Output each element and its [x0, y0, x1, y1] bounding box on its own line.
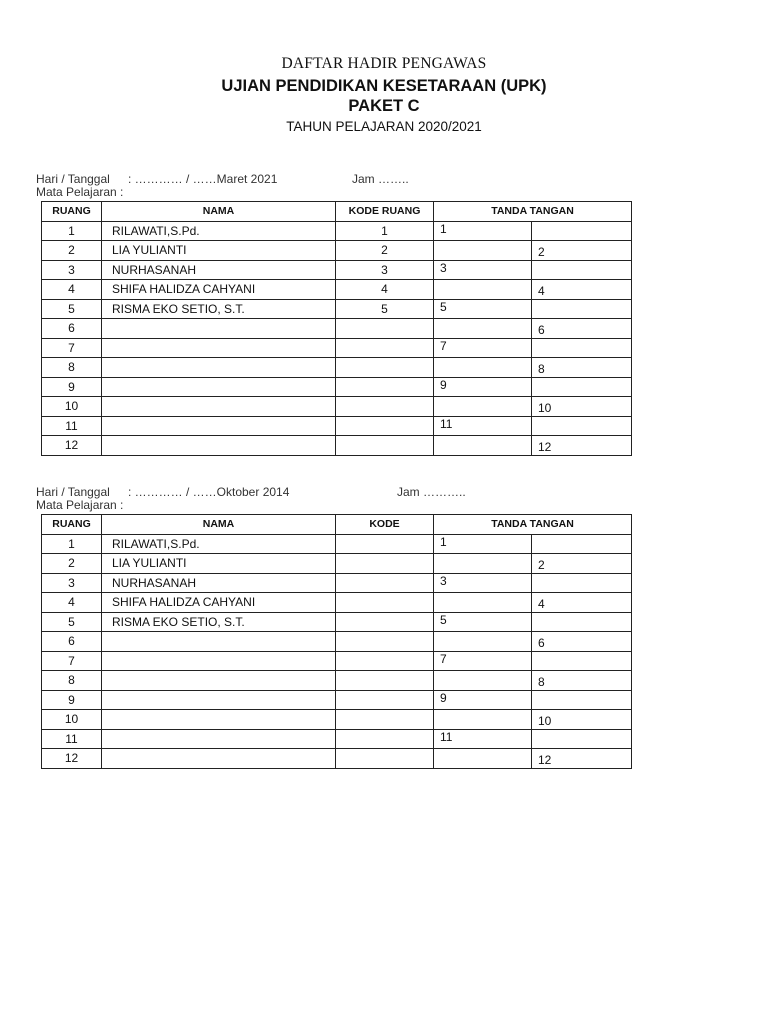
header-nama: NAMA: [102, 515, 336, 535]
subject-label-2: Mata Pelajaran :: [36, 498, 124, 512]
cell-nama: SHIFA HALIDZA CAHYANI: [102, 280, 336, 300]
cell-ruang: 11: [42, 729, 102, 749]
cell-nama: [102, 710, 336, 730]
cell-ruang: 10: [42, 397, 102, 417]
cell-nama: [102, 690, 336, 710]
cell-ruang: 1: [42, 221, 102, 241]
table-row: [42, 671, 632, 691]
date-value-1: : ………… / ……Maret 2021: [128, 172, 278, 186]
cell-ruang: 5: [42, 612, 102, 632]
cell-signature-left: [434, 749, 532, 769]
cell-signature-left: [434, 397, 532, 417]
cell-nama: [102, 319, 336, 339]
package-title: PAKET C: [348, 97, 420, 115]
table-row: [42, 612, 632, 632]
cell-kode: [336, 358, 434, 378]
table-row: [42, 241, 632, 261]
cell-kode: 4: [336, 280, 434, 300]
cell-ruang: 6: [42, 319, 102, 339]
cell-nama: [102, 729, 336, 749]
cell-signature-left: [434, 554, 532, 574]
table-row: [42, 554, 632, 574]
cell-kode: [336, 436, 434, 456]
subject-label-1: Mata Pelajaran :: [36, 185, 124, 199]
cell-ruang: 2: [42, 241, 102, 261]
cell-nama: [102, 632, 336, 652]
cell-signature-left: 3: [434, 573, 532, 593]
cell-signature-right: [532, 573, 632, 593]
attendance-table-1: [41, 201, 632, 456]
table-row: [42, 632, 632, 652]
cell-signature-right: 4: [532, 593, 632, 613]
cell-signature-left: 9: [434, 690, 532, 710]
cell-ruang: 9: [42, 690, 102, 710]
cell-ruang: 11: [42, 416, 102, 436]
cell-kode: 5: [336, 299, 434, 319]
cell-signature-right: 8: [532, 671, 632, 691]
cell-signature-right: 10: [532, 397, 632, 417]
cell-kode: [336, 319, 434, 339]
table-row: [42, 534, 632, 554]
date-value-2: : ………… / ……Oktober 2014: [128, 485, 290, 499]
cell-signature-left: 3: [434, 260, 532, 280]
table-row: [42, 416, 632, 436]
table-row: [42, 729, 632, 749]
cell-ruang: 9: [42, 377, 102, 397]
cell-ruang: 12: [42, 749, 102, 769]
cell-nama: RILAWATI,S.Pd.: [102, 534, 336, 554]
header-kode: KODE RUANG: [336, 202, 434, 222]
cell-signature-right: 8: [532, 358, 632, 378]
table-row: [42, 710, 632, 730]
cell-signature-left: 7: [434, 338, 532, 358]
table-row: [42, 221, 632, 241]
cell-signature-right: 2: [532, 241, 632, 261]
cell-nama: [102, 671, 336, 691]
cell-ruang: 10: [42, 710, 102, 730]
cell-signature-left: [434, 710, 532, 730]
cell-nama: [102, 436, 336, 456]
cell-signature-left: [434, 593, 532, 613]
cell-signature-left: [434, 280, 532, 300]
table-row: [42, 319, 632, 339]
table-row: [42, 690, 632, 710]
cell-signature-left: 1: [434, 534, 532, 554]
cell-nama: LIA YULIANTI: [102, 241, 336, 261]
header-tanda-tangan: TANDA TANGAN: [434, 515, 632, 535]
time-label-2: Jam ………..: [397, 485, 466, 499]
cell-kode: [336, 397, 434, 417]
header-ruang: RUANG: [42, 515, 102, 535]
cell-signature-right: 4: [532, 280, 632, 300]
cell-ruang: 5: [42, 299, 102, 319]
header-kode: KODE: [336, 515, 434, 535]
cell-kode: [336, 651, 434, 671]
table-row: [42, 749, 632, 769]
cell-nama: RISMA EKO SETIO, S.T.: [102, 299, 336, 319]
table-row: [42, 260, 632, 280]
cell-signature-left: [434, 358, 532, 378]
cell-kode: 2: [336, 241, 434, 261]
cell-ruang: 12: [42, 436, 102, 456]
cell-signature-left: 5: [434, 612, 532, 632]
cell-nama: [102, 651, 336, 671]
cell-signature-right: 6: [532, 319, 632, 339]
header-ruang: RUANG: [42, 202, 102, 222]
cell-ruang: 2: [42, 554, 102, 574]
cell-signature-left: 11: [434, 416, 532, 436]
cell-nama: RISMA EKO SETIO, S.T.: [102, 612, 336, 632]
cell-kode: [336, 338, 434, 358]
cell-ruang: 8: [42, 358, 102, 378]
cell-kode: [336, 554, 434, 574]
document-title: DAFTAR HADIR PENGAWAS: [281, 55, 487, 72]
cell-ruang: 7: [42, 338, 102, 358]
cell-kode: [336, 377, 434, 397]
cell-kode: 1: [336, 221, 434, 241]
cell-kode: [336, 534, 434, 554]
cell-signature-left: [434, 671, 532, 691]
cell-nama: [102, 749, 336, 769]
table-row: [42, 358, 632, 378]
cell-signature-left: [434, 241, 532, 261]
cell-signature-left: [434, 632, 532, 652]
table-row: [42, 573, 632, 593]
cell-kode: [336, 632, 434, 652]
cell-kode: [336, 593, 434, 613]
table-row: [42, 593, 632, 613]
cell-signature-left: 7: [434, 651, 532, 671]
table-row: [42, 338, 632, 358]
cell-signature-left: 11: [434, 729, 532, 749]
cell-kode: [336, 416, 434, 436]
table-row: [42, 397, 632, 417]
cell-ruang: 8: [42, 671, 102, 691]
cell-signature-right: 6: [532, 632, 632, 652]
cell-kode: [336, 729, 434, 749]
cell-nama: [102, 377, 336, 397]
cell-signature-right: [532, 377, 632, 397]
cell-signature-right: 12: [532, 436, 632, 456]
table-row: [42, 280, 632, 300]
cell-ruang: 4: [42, 280, 102, 300]
attendance-table-2: [41, 514, 632, 769]
cell-ruang: 1: [42, 534, 102, 554]
cell-signature-left: 9: [434, 377, 532, 397]
table-row: [42, 651, 632, 671]
cell-nama: RILAWATI,S.Pd.: [102, 221, 336, 241]
cell-kode: 3: [336, 260, 434, 280]
cell-nama: LIA YULIANTI: [102, 554, 336, 574]
header-nama: NAMA: [102, 202, 336, 222]
cell-signature-left: 5: [434, 299, 532, 319]
cell-ruang: 3: [42, 260, 102, 280]
cell-kode: [336, 612, 434, 632]
cell-signature-left: [434, 436, 532, 456]
time-label-1: Jam ……..: [352, 172, 409, 186]
cell-nama: [102, 338, 336, 358]
cell-signature-left: [434, 319, 532, 339]
cell-nama: [102, 397, 336, 417]
date-label-2: Hari / Tanggal: [36, 485, 110, 499]
cell-nama: NURHASANAH: [102, 573, 336, 593]
cell-signature-right: [532, 338, 632, 358]
academic-year: TAHUN PELAJARAN 2020/2021: [286, 119, 482, 134]
cell-signature-right: [532, 221, 632, 241]
cell-signature-left: 1: [434, 221, 532, 241]
cell-ruang: 3: [42, 573, 102, 593]
cell-ruang: 7: [42, 651, 102, 671]
header-tanda-tangan: TANDA TANGAN: [434, 202, 632, 222]
cell-kode: [336, 690, 434, 710]
cell-signature-right: [532, 299, 632, 319]
cell-nama: NURHASANAH: [102, 260, 336, 280]
cell-signature-right: [532, 534, 632, 554]
cell-nama: SHIFA HALIDZA CAHYANI: [102, 593, 336, 613]
cell-signature-right: [532, 690, 632, 710]
table-row: [42, 436, 632, 456]
cell-ruang: 6: [42, 632, 102, 652]
cell-signature-right: 10: [532, 710, 632, 730]
cell-nama: [102, 416, 336, 436]
cell-kode: [336, 573, 434, 593]
date-label-1: Hari / Tanggal: [36, 172, 110, 186]
cell-kode: [336, 671, 434, 691]
cell-kode: [336, 710, 434, 730]
cell-signature-right: [532, 612, 632, 632]
cell-kode: [336, 749, 434, 769]
exam-title: UJIAN PENDIDIKAN KESETARAAN (UPK): [221, 77, 547, 95]
cell-signature-right: [532, 651, 632, 671]
table-row: [42, 299, 632, 319]
cell-signature-right: [532, 416, 632, 436]
cell-signature-right: [532, 729, 632, 749]
cell-signature-right: 12: [532, 749, 632, 769]
cell-nama: [102, 358, 336, 378]
cell-ruang: 4: [42, 593, 102, 613]
cell-signature-right: [532, 260, 632, 280]
cell-signature-right: 2: [532, 554, 632, 574]
table-row: [42, 377, 632, 397]
